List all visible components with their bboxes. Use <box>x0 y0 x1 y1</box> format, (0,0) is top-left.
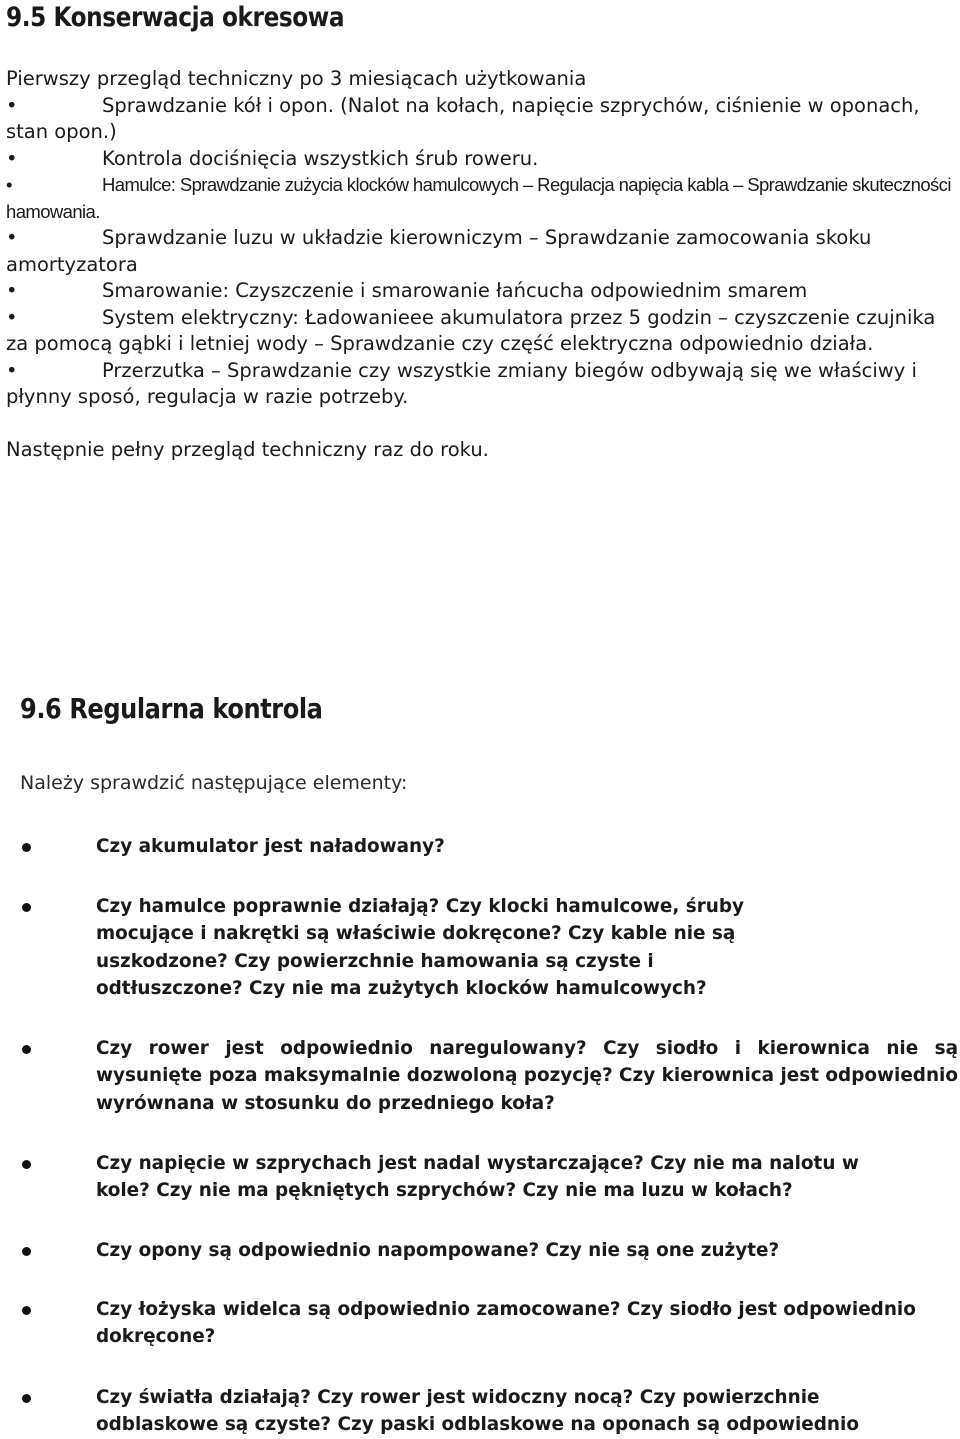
bullet-icon <box>22 1394 31 1403</box>
bullet-icon: • <box>6 358 18 382</box>
checklist-item: Czy łożyska widelca są odpowiednio zamocowane? Czy siodło jest odpowiednio dokręcone? <box>96 1296 916 1351</box>
bullet-icon <box>22 843 31 852</box>
checklist-intro: Należy sprawdzić następujące elementy: <box>20 772 408 794</box>
bullet-icon: • <box>6 93 18 117</box>
bullet-icon <box>22 903 31 912</box>
bullet-icon <box>22 1160 31 1169</box>
section-heading-konserwacja: 9.5 Konserwacja okresowa <box>6 2 345 33</box>
list-item: • Sprawdzanie kół i opon. (Nalot na kołach, napięcie szprychów, ciśnienie w oponach, stan opon.) <box>6 93 920 143</box>
list-item: • Przerzutka – Sprawdzanie czy wszystkie zmiany biegów odbywają się we właściwy i płynny sposó, regulacja w razie potrzeby. <box>6 358 917 408</box>
checklist-item: Czy rower jest odpowiednio naregulowany? Czy siodło i kierownica nie są wysunięte poza maksymalnie dozwoloną pozycję? Czy kierownica jest odpowiednio wyrównana w stosunku do przedniego koła? <box>96 1035 958 1117</box>
section-heading-regularna-kontrola: 9.6 Regularna kontrola <box>20 692 323 725</box>
bullet-icon: • <box>6 226 18 249</box>
checklist-item: Czy opony są odpowiednio napompowane? Czy nie są one zużyte? <box>96 1237 958 1264</box>
closing-note: Następnie pełny przegląd techniczny raz do roku. <box>6 437 489 461</box>
checklist-item: Czy akumulator jest naładowany? <box>96 833 958 860</box>
bullet-icon <box>22 1045 31 1054</box>
periodic-maintenance-section <box>6 66 956 463</box>
bullet-icon: • <box>6 305 18 329</box>
checklist-item: Czy napięcie w szprychach jest nadal wystarczające? Czy nie ma nalotu w kole? Czy nie ma pękniętych szprychów? Czy nie ma luzu w kołach? <box>96 1150 906 1205</box>
list-item: • Sprawdzanie luzu w układzie kierowniczym – Sprawdzanie zamocowania skoku amortyzatora <box>6 226 872 276</box>
section-intro: Pierwszy przegląd techniczny po 3 miesiącach użytkowania <box>6 67 587 90</box>
list-item: • System elektryczny: Ładowanieee akumulatora przez 5 godzin – czyszczenie czujnika za pomocą gąbki i letniej wody – Sprawdzanie czy część elektryczna odpowiednio działa. <box>6 305 936 355</box>
bullet-icon: • <box>6 279 18 302</box>
list-item: • Kontrola dociśnięcia wszystkich śrub roweru. <box>6 146 956 173</box>
list-item: • Smarowanie: Czyszczenie i smarowanie łańcucha odpowiednim smarem <box>6 278 956 305</box>
bullet-icon: • <box>6 174 12 195</box>
checklist-item: Czy światła działają? Czy rower jest widoczny nocą? Czy powierzchnie odblaskowe są czyste? Czy paski odblaskowe na oponach są odpowiednio <box>96 1384 926 1439</box>
bullet-icon: • <box>6 146 18 170</box>
bullet-icon <box>22 1306 31 1315</box>
checklist-item: Czy hamulce poprawnie działają? Czy klocki hamulcowe, śruby mocujące i nakrętki są właściwie dokręcone? Czy kable nie są uszkodzone? Czy powierzchnie hamowania są czyste i odtłuszczone? Czy nie ma zużytych klocków hamulcowych? <box>96 893 796 1002</box>
list-item: • Hamulce: Sprawdzanie zużycia klocków hamulcowych – Regulacja napięcia kabla – Sprawdzanie skuteczności hamowania. <box>6 174 951 222</box>
bullet-icon <box>22 1247 31 1256</box>
